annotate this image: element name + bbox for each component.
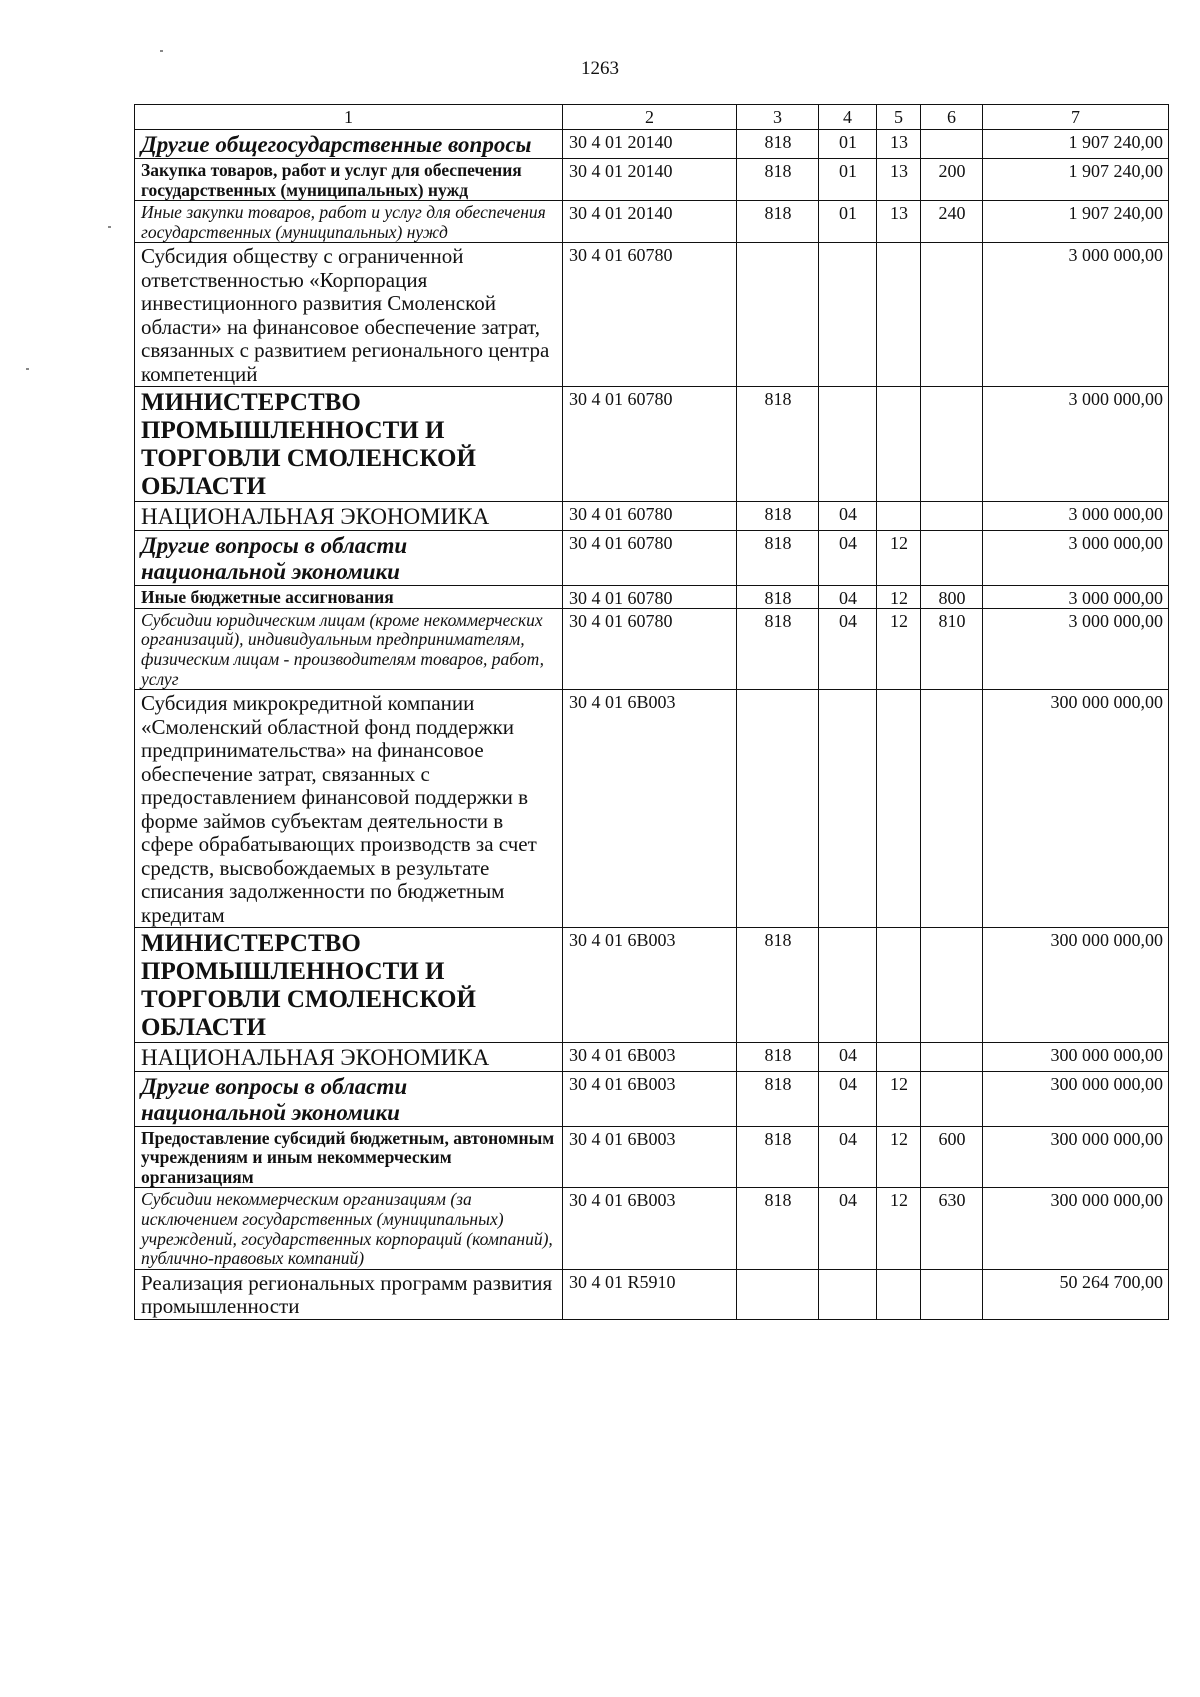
expense-type-cell: 800	[921, 585, 983, 608]
row-name-cell: МИНИСТЕРСТВО ПРОМЫШЛЕННОСТИ И ТОРГОВЛИ СМОЛЕНСКОЙ ОБЛАСТИ	[135, 387, 563, 502]
table-row	[135, 130, 1169, 159]
expense-type-cell	[921, 387, 983, 502]
amount-cell: 1 907 240,00	[983, 158, 1169, 200]
section-code-cell: 01	[819, 201, 877, 243]
row-name-cell: Предоставление субсидий бюджетным, автономным учреждениям и иным некоммерческим организациям	[135, 1126, 563, 1188]
subsection-code-cell: 12	[877, 585, 921, 608]
amount-cell: 300 000 000,00	[983, 928, 1169, 1043]
amount-cell: 3 000 000,00	[983, 608, 1169, 689]
subsection-code-cell	[877, 1269, 921, 1319]
ministry-code-cell: 818	[737, 158, 819, 200]
row-name-cell: НАЦИОНАЛЬНАЯ ЭКОНОМИКА	[135, 502, 563, 531]
section-code-cell: 04	[819, 1188, 877, 1269]
table-row	[135, 158, 1169, 200]
expense-type-cell	[921, 928, 983, 1043]
target-code-cell: 30 4 01 60780	[563, 585, 737, 608]
row-name-cell: Субсидия обществу с ограниченной ответственностью «Корпорация инвестиционного развития Смоленской области» на финансовое обеспечение затрат, связанных с развитием регионального центра компетенций	[135, 243, 563, 387]
target-code-cell: 30 4 01 R5910	[563, 1269, 737, 1319]
table-row	[135, 1188, 1169, 1269]
table-row	[135, 1269, 1169, 1319]
target-code-cell: 30 4 01 60780	[563, 531, 737, 586]
section-code-cell: 04	[819, 1072, 877, 1127]
header-cell: 3	[737, 105, 819, 130]
subsection-code-cell: 12	[877, 1126, 921, 1188]
expense-type-cell	[921, 1043, 983, 1072]
table-row	[135, 928, 1169, 1043]
table-row	[135, 502, 1169, 531]
expense-type-cell	[921, 1072, 983, 1127]
target-code-cell: 30 4 01 60780	[563, 387, 737, 502]
scan-speck	[26, 368, 29, 370]
budget-table	[134, 104, 1169, 1320]
expense-type-cell	[921, 531, 983, 586]
expense-type-cell: 240	[921, 201, 983, 243]
row-name-cell: Другие вопросы в области национальной экономики	[135, 1072, 563, 1127]
amount-cell: 3 000 000,00	[983, 585, 1169, 608]
table-row	[135, 690, 1169, 928]
row-name-cell: Другие общегосударственные вопросы	[135, 130, 563, 159]
subsection-code-cell	[877, 387, 921, 502]
expense-type-cell	[921, 130, 983, 159]
expense-type-cell	[921, 690, 983, 928]
section-code-cell	[819, 243, 877, 387]
expense-type-cell	[921, 243, 983, 387]
amount-cell: 300 000 000,00	[983, 1188, 1169, 1269]
subsection-code-cell: 12	[877, 1072, 921, 1127]
row-name-cell: Реализация региональных программ развития промышленности	[135, 1269, 563, 1319]
ministry-code-cell: 818	[737, 1188, 819, 1269]
ministry-code-cell: 818	[737, 585, 819, 608]
section-code-cell: 04	[819, 502, 877, 531]
amount-cell: 50 264 700,00	[983, 1269, 1169, 1319]
table-row	[135, 1043, 1169, 1072]
target-code-cell: 30 4 01 6В003	[563, 1072, 737, 1127]
header-cell: 1	[135, 105, 563, 130]
row-name-cell: Субсидия микрокредитной компании «Смоленский областной фонд поддержки предпринимательства» на финансовое обеспечение затрат, связанных с предоставлением финансовой поддержки в форме займов субъектам деятельности в сфере обрабатывающих производств за счет средств, высвобождаемых в результате списания задолженности по бюджетным кредитам	[135, 690, 563, 928]
ministry-code-cell: 818	[737, 502, 819, 531]
subsection-code-cell: 13	[877, 158, 921, 200]
subsection-code-cell	[877, 928, 921, 1043]
table-row	[135, 387, 1169, 502]
section-code-cell: 04	[819, 1126, 877, 1188]
target-code-cell: 30 4 01 60780	[563, 502, 737, 531]
target-code-cell: 30 4 01 60780	[563, 243, 737, 387]
scan-speck	[108, 226, 111, 228]
section-code-cell: 01	[819, 130, 877, 159]
target-code-cell: 30 4 01 6В003	[563, 1043, 737, 1072]
section-code-cell	[819, 1269, 877, 1319]
target-code-cell: 30 4 01 20140	[563, 158, 737, 200]
section-code-cell: 01	[819, 158, 877, 200]
ministry-code-cell: 818	[737, 387, 819, 502]
subsection-code-cell: 12	[877, 608, 921, 689]
section-code-cell	[819, 928, 877, 1043]
ministry-code-cell: 818	[737, 928, 819, 1043]
row-name-cell: Другие вопросы в области национальной экономики	[135, 531, 563, 586]
expense-type-cell	[921, 502, 983, 531]
target-code-cell: 30 4 01 6В003	[563, 928, 737, 1043]
ministry-code-cell: 818	[737, 608, 819, 689]
subsection-code-cell	[877, 502, 921, 531]
target-code-cell: 30 4 01 6В003	[563, 690, 737, 928]
amount-cell: 1 907 240,00	[983, 201, 1169, 243]
target-code-cell: 30 4 01 6В003	[563, 1126, 737, 1188]
ministry-code-cell: 818	[737, 1126, 819, 1188]
ministry-code-cell: 818	[737, 130, 819, 159]
header-cell: 7	[983, 105, 1169, 130]
section-code-cell: 04	[819, 1043, 877, 1072]
target-code-cell: 30 4 01 20140	[563, 201, 737, 243]
section-code-cell: 04	[819, 585, 877, 608]
target-code-cell: 30 4 01 60780	[563, 608, 737, 689]
expense-type-cell: 630	[921, 1188, 983, 1269]
row-name-cell: МИНИСТЕРСТВО ПРОМЫШЛЕННОСТИ И ТОРГОВЛИ СМОЛЕНСКОЙ ОБЛАСТИ	[135, 928, 563, 1043]
table-row	[135, 585, 1169, 608]
amount-cell: 3 000 000,00	[983, 502, 1169, 531]
section-code-cell	[819, 387, 877, 502]
table-row	[135, 608, 1169, 689]
scan-speck	[160, 50, 163, 52]
amount-cell: 1 907 240,00	[983, 130, 1169, 159]
subsection-code-cell: 13	[877, 130, 921, 159]
subsection-code-cell	[877, 1043, 921, 1072]
table-row	[135, 243, 1169, 387]
row-name-cell: Иные бюджетные ассигнования	[135, 585, 563, 608]
amount-cell: 300 000 000,00	[983, 1126, 1169, 1188]
section-code-cell: 04	[819, 608, 877, 689]
expense-type-cell: 810	[921, 608, 983, 689]
target-code-cell: 30 4 01 6В003	[563, 1188, 737, 1269]
ministry-code-cell	[737, 243, 819, 387]
ministry-code-cell: 818	[737, 1072, 819, 1127]
expense-type-cell: 600	[921, 1126, 983, 1188]
amount-cell: 3 000 000,00	[983, 243, 1169, 387]
ministry-code-cell	[737, 1269, 819, 1319]
header-cell: 2	[563, 105, 737, 130]
header-cell: 4	[819, 105, 877, 130]
page-number: 1263	[581, 58, 619, 79]
table-row	[135, 1126, 1169, 1188]
subsection-code-cell: 12	[877, 1188, 921, 1269]
header-cell: 6	[921, 105, 983, 130]
amount-cell: 300 000 000,00	[983, 1043, 1169, 1072]
ministry-code-cell: 818	[737, 1043, 819, 1072]
amount-cell: 3 000 000,00	[983, 531, 1169, 586]
row-name-cell: Иные закупки товаров, работ и услуг для обеспечения государственных (муниципальных) нужд	[135, 201, 563, 243]
table-header-row	[135, 105, 1169, 130]
expense-type-cell: 200	[921, 158, 983, 200]
table-row	[135, 201, 1169, 243]
section-code-cell	[819, 690, 877, 928]
header-cell: 5	[877, 105, 921, 130]
row-name-cell: Субсидии некоммерческим организациям (за исключением государственных (муниципальных) учреждений, государственных корпораций (компаний), публично-правовых компаний)	[135, 1188, 563, 1269]
amount-cell: 300 000 000,00	[983, 1072, 1169, 1127]
table-row	[135, 531, 1169, 586]
ministry-code-cell: 818	[737, 201, 819, 243]
row-name-cell: Субсидии юридическим лицам (кроме некоммерческих организаций), индивидуальным предпринимателям, физическим лицам - производителям товаров, работ, услуг	[135, 608, 563, 689]
ministry-code-cell	[737, 690, 819, 928]
ministry-code-cell: 818	[737, 531, 819, 586]
target-code-cell: 30 4 01 20140	[563, 130, 737, 159]
subsection-code-cell: 12	[877, 531, 921, 586]
section-code-cell: 04	[819, 531, 877, 586]
table-row	[135, 1072, 1169, 1127]
subsection-code-cell	[877, 690, 921, 928]
subsection-code-cell: 13	[877, 201, 921, 243]
amount-cell: 300 000 000,00	[983, 690, 1169, 928]
subsection-code-cell	[877, 243, 921, 387]
amount-cell: 3 000 000,00	[983, 387, 1169, 502]
row-name-cell: Закупка товаров, работ и услуг для обеспечения государственных (муниципальных) нужд	[135, 158, 563, 200]
expense-type-cell	[921, 1269, 983, 1319]
row-name-cell: НАЦИОНАЛЬНАЯ ЭКОНОМИКА	[135, 1043, 563, 1072]
